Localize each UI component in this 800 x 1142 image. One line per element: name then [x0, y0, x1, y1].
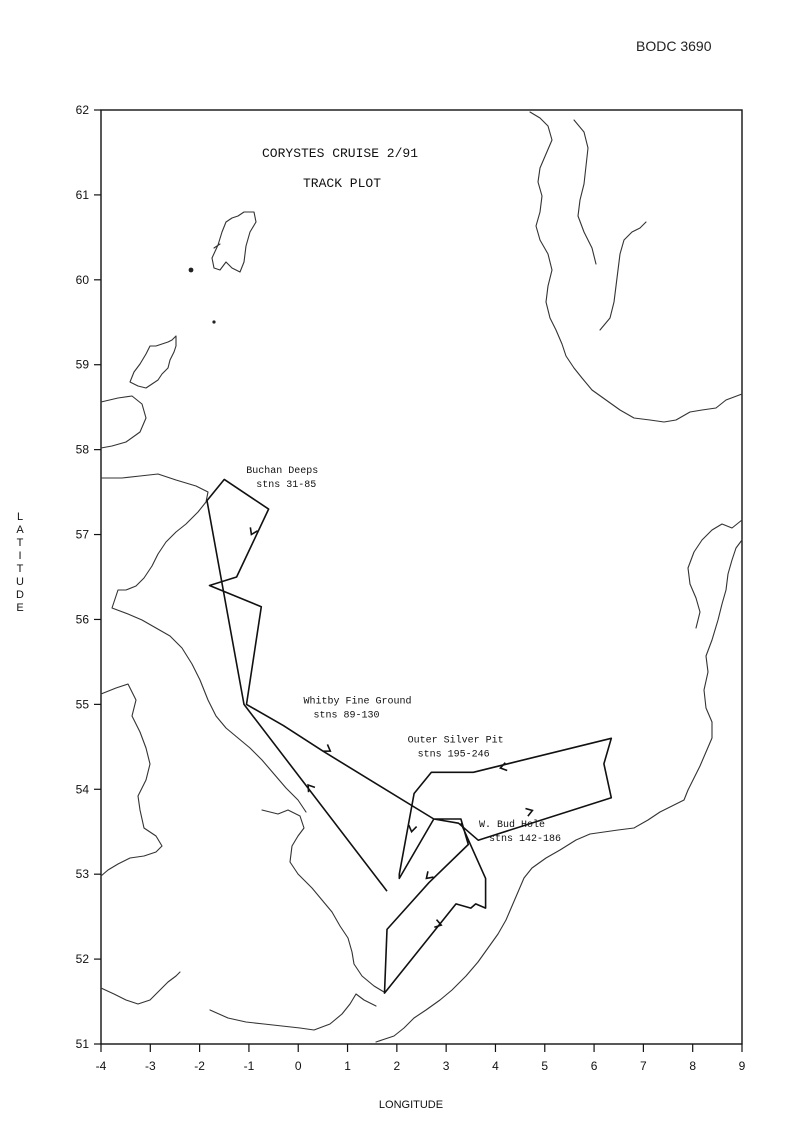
longitude-ticks — [96, 1044, 746, 1073]
lon-tick-label-8: 8 — [689, 1059, 697, 1073]
lat-tick-label-56: 56 — [75, 612, 89, 627]
scotland-coast — [101, 396, 306, 812]
lon-tick-label--3: -3 — [144, 1059, 156, 1073]
track-direction-arrows — [248, 527, 534, 929]
lon-tick-label-6: 6 — [590, 1059, 598, 1073]
map-frame — [101, 110, 742, 1044]
lon-tick-label--4: -4 — [95, 1059, 107, 1073]
shetland-islands — [212, 212, 256, 272]
fair-isle — [189, 268, 194, 273]
y-axis-label-letter: T — [16, 563, 24, 575]
lat-tick-label-62: 62 — [75, 103, 89, 117]
y-axis-label-letter: I — [18, 550, 22, 562]
lat-tick-label-53: 53 — [75, 867, 89, 882]
station-range-4: stns 142-186 — [488, 834, 561, 846]
lon-tick-label-4: 4 — [492, 1059, 499, 1073]
station-name-4: W. Bud Hole — [478, 820, 545, 832]
station-range-2: stns 89-130 — [313, 710, 380, 722]
lat-tick-label-57: 57 — [75, 527, 89, 542]
lat-tick-label-55: 55 — [75, 697, 89, 712]
track-arrow-5 — [525, 807, 533, 816]
y-axis-label-letter: L — [16, 511, 24, 523]
lat-tick-label-51: 51 — [75, 1037, 89, 1051]
track-arrow-3 — [408, 825, 417, 832]
coastline-layer — [101, 112, 742, 1042]
track-arrow-7 — [434, 920, 442, 929]
map-subtitle: TRACK PLOT — [302, 176, 382, 191]
lon-tick-label-7: 7 — [640, 1059, 647, 1073]
y-axis-label-letter: A — [16, 524, 24, 536]
lat-tick-label-58: 58 — [75, 442, 89, 457]
station-name-1: Buchan Deeps — [246, 465, 319, 477]
station-range-1: stns 31-85 — [256, 479, 317, 491]
lon-tick-label-9: 9 — [738, 1059, 746, 1073]
station-label-layer — [246, 465, 561, 845]
continental-coast — [376, 520, 742, 1042]
lon-tick-label-5: 5 — [541, 1059, 549, 1073]
lon-tick-label--2: -2 — [194, 1059, 205, 1073]
small-island — [212, 320, 215, 323]
latitude-ticks — [76, 103, 101, 1051]
lat-tick-label-61: 61 — [75, 187, 89, 202]
norway-coast — [530, 112, 742, 422]
y-axis-label-letter: T — [16, 537, 24, 549]
lon-tick-label-0: 0 — [294, 1059, 302, 1073]
lat-tick-label-60: 60 — [75, 272, 89, 287]
y-axis-label — [16, 511, 24, 614]
lon-tick-label-1: 1 — [344, 1059, 351, 1073]
lat-tick-label-52: 52 — [75, 952, 89, 967]
lat-tick-label-54: 54 — [75, 782, 89, 797]
lon-tick-label--1: -1 — [243, 1059, 255, 1073]
southeast-england-coast — [101, 972, 376, 1030]
y-axis-label-letter: D — [16, 589, 24, 601]
orkney-islands — [130, 336, 176, 388]
y-axis-label-letter: U — [16, 576, 24, 588]
y-axis-label-letter: E — [16, 602, 24, 614]
lon-tick-label-3: 3 — [442, 1059, 450, 1073]
england-coast — [101, 684, 384, 992]
station-range-3: stns 195-246 — [417, 749, 490, 761]
map-title: CORYSTES CRUISE 2/91 — [261, 146, 419, 161]
document-reference: BODC 3690 — [636, 38, 712, 54]
lon-tick-label-2: 2 — [393, 1059, 401, 1073]
station-name-3: Outer Silver Pit — [407, 735, 504, 747]
x-axis-label: LONGITUDE — [378, 1099, 444, 1111]
lat-tick-label-59: 59 — [75, 357, 89, 372]
station-name-2: Whitby Fine Ground — [303, 696, 412, 708]
